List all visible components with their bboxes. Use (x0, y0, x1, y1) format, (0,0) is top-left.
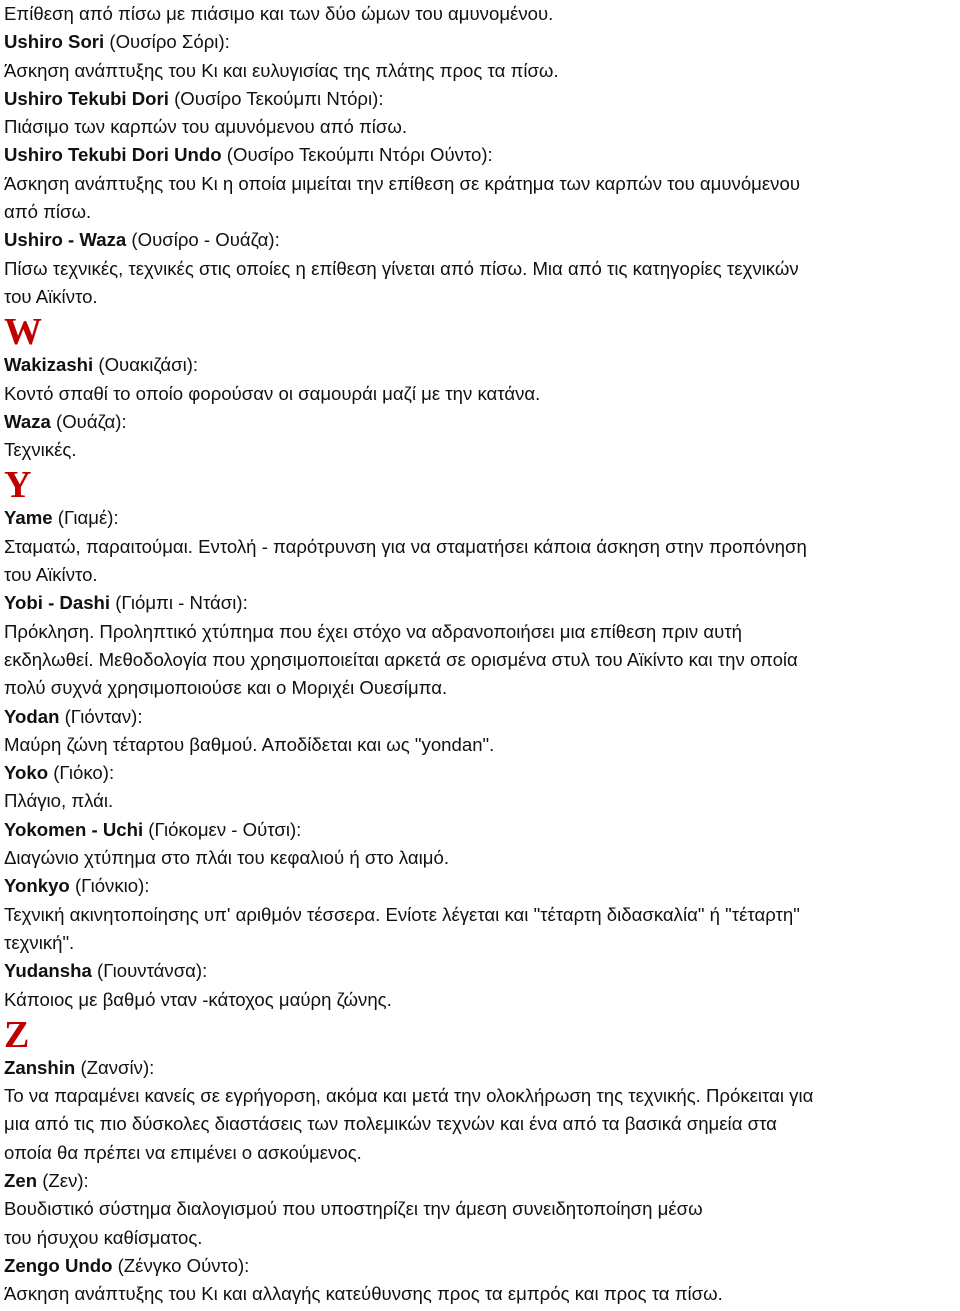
entry (4, 1167, 956, 1252)
reading: (Ουακιζάσι): (93, 354, 199, 376)
reading: (Γιαμέ): (52, 507, 119, 529)
definition-line: του Αϊκίντο. (4, 564, 98, 586)
definition-line: Το να παραμένει κανείς σε εγρήγορση, ακόμα και μετά την ολοκλήρωση της τεχνικής. Πρόκειται για (4, 1085, 814, 1107)
reading: (Γιουντάνσα): (91, 960, 208, 982)
entry-heading (4, 85, 956, 113)
entry (4, 408, 956, 465)
reading: (Γιόνταν): (59, 705, 143, 727)
term: Yame (4, 507, 53, 529)
section-letter-w: W (4, 311, 42, 354)
definition-line: Άσκηση ανάπτυξης του Κι και αλλαγής κατεύθυνσης προς τα εμπρός και προς τα πίσω. (4, 1283, 723, 1305)
definition-line: Πλάγιο, πλάι. (4, 790, 114, 812)
definition-line: Βουδιστικό σύστημα διαλογισμού που υποστηρίζει την άμεση συνειδητοποίηση μέσω (4, 1198, 703, 1220)
definition-line: Διαγώνιο χτύπημα στο πλάι του κεφαλιού ή στο λαιμό. (4, 847, 450, 869)
term: Yudansha (4, 960, 92, 982)
term: Wakizashi (4, 354, 94, 376)
term: Waza (4, 410, 51, 432)
entry (4, 1054, 956, 1167)
definition-line: του ήσυχου καθίσματος. (4, 1226, 203, 1248)
definition-line: Πιάσιμο των καρπών του αμυνόμενου από πίσω. (4, 116, 408, 138)
term: Yodan (4, 705, 60, 727)
definition-line: του Αϊκίντο. (4, 285, 98, 307)
definition-line: Τεχνικές. (4, 439, 77, 461)
definition-line: εκδηλωθεί. Μεθοδολογία που χρησιμοποιείται αρκετά σε ορισμένα στυλ του Αϊκίντο και την οποία (4, 648, 798, 670)
entry-heading (4, 504, 956, 532)
reading: (Ζεν): (37, 1169, 89, 1191)
entry (4, 703, 956, 760)
entry (4, 504, 956, 589)
definition-line: Άσκηση ανάπτυξης του Κι η οποία μιμείται την επίθεση σε κράτημα των καρπών του αμυνόμενου (4, 172, 800, 194)
definition-line: από πίσω. (4, 201, 92, 223)
entry-heading (4, 1054, 956, 1082)
entry (4, 1252, 956, 1309)
entry-heading (4, 872, 956, 900)
section-letter-z: Z (4, 1013, 30, 1056)
definition-line: τεχνική". (4, 931, 75, 953)
entry-heading (4, 226, 956, 254)
definition-line: Άσκηση ανάπτυξης του Κι και ευλυγισίας της πλάτης προς τα πίσω. (4, 59, 559, 81)
definition-line: Μαύρη ζώνη τέταρτου βαθμού. Αποδίδεται και ως "yondan". (4, 733, 495, 755)
section-letter-y: Y (4, 464, 32, 507)
entry-heading (4, 351, 956, 379)
reading: (Ουσίρο Σόρι): (104, 31, 230, 53)
entry (4, 226, 956, 311)
term: Ushiro Tekubi Dori Undo (4, 144, 222, 166)
reading: (Γιόνκιο): (69, 875, 150, 897)
intro-definition: Επίθεση από πίσω με πιάσιμο και των δύο ώμων του αμυνομένου. (4, 3, 554, 24)
entry (4, 816, 956, 873)
definition-line: Κοντό σπαθί το οποίο φορούσαν οι σαμουράι μαζί με την κατάνα. (4, 382, 541, 404)
reading: (Ουάζα): (50, 410, 127, 432)
reading: (Γιόκο): (48, 762, 115, 784)
term: Zengo Undo (4, 1254, 113, 1276)
reading: (Ουσίρο Τεκούμπι Ντόρι Ούντο): (221, 144, 493, 166)
entry-heading (4, 589, 956, 617)
entry (4, 957, 956, 1014)
definition-line: οποία θα πρέπει να επιμένει ο ασκούμενος. (4, 1141, 362, 1163)
reading: (Ουσίρο - Ουάζα): (126, 229, 280, 251)
reading: (Γιόμπι - Ντάσι): (110, 592, 248, 614)
entry-heading (4, 408, 956, 436)
term: Zen (4, 1169, 38, 1191)
reading: (Ζένγκο Ούντο): (112, 1254, 250, 1276)
entry-heading (4, 28, 956, 56)
entry (4, 351, 956, 408)
term: Yonkyo (4, 875, 70, 897)
term: Ushiro Sori (4, 31, 105, 53)
entry (4, 85, 956, 142)
definition-line: Τεχνική ακινητοποίησης υπ' αριθμόν τέσσερα. Ενίοτε λέγεται και "τέταρτη διδασκαλία" ή "τέταρτη" (4, 903, 800, 925)
term: Yokomen - Uchi (4, 818, 144, 840)
entry (4, 28, 956, 85)
entry-heading (4, 141, 956, 169)
entry-heading (4, 957, 956, 985)
definition-line: Κάποιος με βαθμό νταν -κάτοχος μαύρη ζώνης. (4, 988, 392, 1010)
reading: (Ουσίρο Τεκούμπι Ντόρι): (168, 87, 384, 109)
entry-heading (4, 816, 956, 844)
entry (4, 589, 956, 702)
term: Zanshin (4, 1056, 76, 1078)
definition-line: μια από τις πιο δύσκολες διαστάσεις των πολεμικών τεχνών και ένα από τα βασικά σημεία στα (4, 1113, 777, 1135)
entry-heading (4, 1167, 956, 1195)
entry (4, 872, 956, 957)
term: Ushiro Tekubi Dori (4, 87, 169, 109)
reading: (Ζανσίν): (75, 1056, 155, 1078)
entry (4, 759, 956, 816)
entry-heading (4, 703, 956, 731)
term: Yoko (4, 762, 49, 784)
definition-line: πολύ συχνά χρησιμοποιούσε και ο Μοριχέι Ουεσίμπα. (4, 677, 448, 699)
entry-heading (4, 759, 956, 787)
definition-line: Πρόκληση. Προληπτικό χτύπημα που έχει στόχο να αδρανοποιήσει μια επίθεση πριν αυτή (4, 620, 742, 642)
definition-line: Πίσω τεχνικές, τεχνικές στις οποίες η επίθεση γίνεται από πίσω. Μια από τις κατηγορίες τεχνικών (4, 257, 799, 279)
term: Yobi - Dashi (4, 592, 111, 614)
term: Ushiro - Waza (4, 229, 127, 251)
entry-heading (4, 1252, 956, 1280)
entry (4, 141, 956, 226)
reading: (Γιόκομεν - Ούτσι): (143, 818, 302, 840)
definition-line: Σταματώ, παραιτούμαι. Εντολή - παρότρυνση για να σταματήσει κάποια άσκηση στην προπόνηση (4, 535, 807, 557)
